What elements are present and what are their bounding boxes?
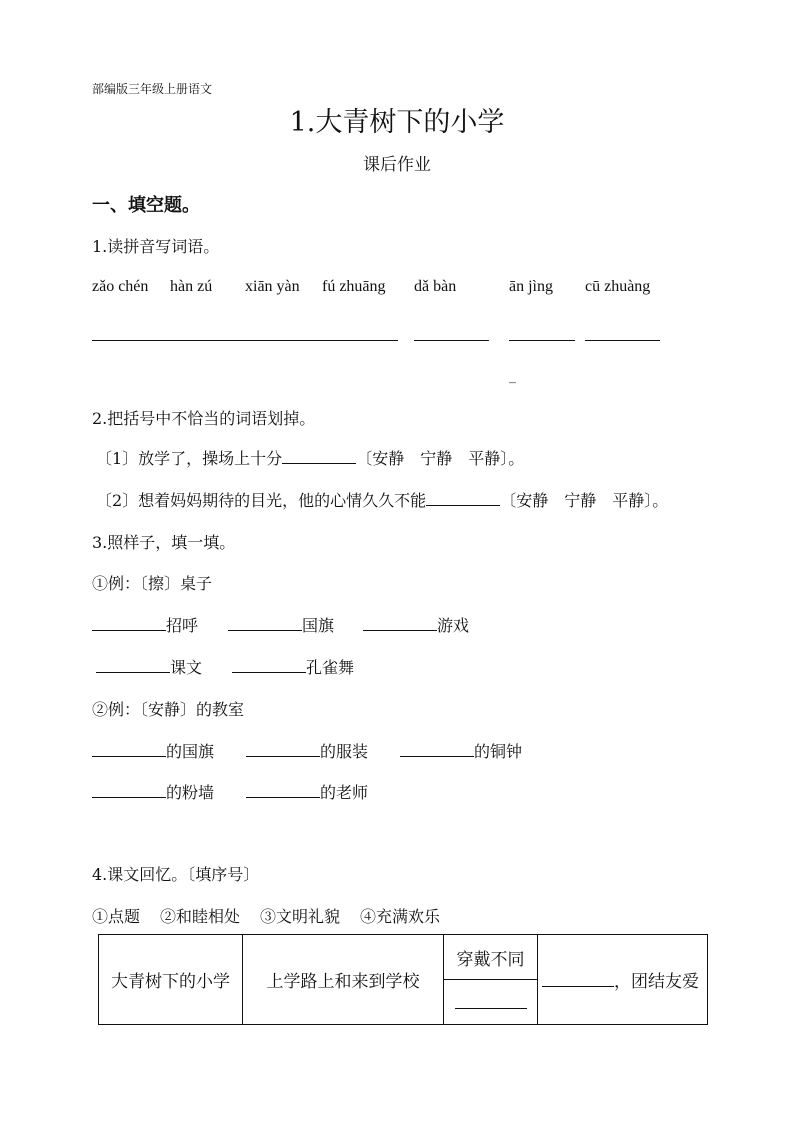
q2-item-1-text: 〔1〕放学了，操场上十分 — [96, 449, 283, 468]
q2-item-1 — [96, 446, 524, 469]
answer-blank[interactable] — [92, 742, 166, 757]
title-cell: 大青树下的小学 — [99, 935, 243, 1025]
q2-item-2-text: 〔2〕想着妈妈期待的目光，他的心情久久不能 — [96, 491, 427, 510]
pinyin-item: cū zhuàng — [585, 278, 651, 295]
q3-fill-word: 游戏 — [437, 616, 470, 635]
answer-blank[interactable] — [426, 491, 500, 506]
answer-blank[interactable] — [542, 972, 614, 987]
pinyin-item: xiān yàn — [245, 278, 300, 295]
q3-fill-word: 的老师 — [320, 783, 369, 802]
answer-line[interactable] — [509, 340, 575, 341]
q4-prompt: 4.课文回忆。〔填序号〕 — [92, 865, 260, 884]
answer-blank[interactable] — [96, 658, 170, 673]
q4-option: ②和睦相处 — [160, 907, 241, 926]
clothes-cell: 穿戴不同 — [444, 935, 538, 980]
answer-blank[interactable] — [92, 783, 166, 798]
unity-text: ，团结友爱 — [614, 972, 699, 992]
q3-fill-item — [92, 613, 198, 636]
q3-fill-word: 国旗 — [302, 616, 335, 635]
q3-example-1: ①例：〔擦〕桌子 — [92, 574, 213, 593]
q3-fill-item — [400, 739, 522, 762]
pinyin-item: hàn zú — [170, 278, 213, 295]
pinyin-item: ān jìng — [509, 278, 553, 295]
q3-fill-word: 的粉墙 — [166, 783, 215, 802]
q2-item-1-options: 〔安静 宁静 平静〕。 — [356, 449, 525, 468]
q3-fill-word: 的服装 — [320, 742, 369, 761]
q4-option: ①点题 — [92, 907, 141, 926]
q3-fill-item — [246, 780, 368, 803]
q2-prompt: 2.把括号中不恰当的词语划掉。 — [92, 409, 316, 428]
page-subtitle: 课后作业 — [363, 155, 431, 175]
q3-fill-word: 孔雀舞 — [306, 658, 355, 677]
answer-line[interactable] — [92, 340, 398, 341]
page-title: 1.大青树下的小学 — [289, 107, 505, 138]
pinyin-item: dǎ bàn — [414, 278, 457, 295]
answer-blank[interactable] — [455, 1008, 527, 1009]
q3-fill-item — [246, 739, 368, 762]
answer-line[interactable] — [414, 340, 489, 341]
section-heading: 一、填空题。 — [92, 195, 200, 216]
stray-mark: _ — [509, 368, 516, 384]
q3-prompt: 3.照样子，填一填。 — [92, 533, 236, 552]
answer-blank[interactable] — [228, 616, 302, 631]
q4-option: ③文明礼貌 — [260, 907, 341, 926]
q3-fill-item — [232, 655, 354, 678]
answer-line[interactable] — [585, 340, 660, 341]
pinyin-item: zǎo chén — [92, 278, 149, 295]
q1-prompt: 1.读拼音写词语。 — [92, 237, 220, 256]
q3-fill-word: 课文 — [170, 658, 203, 677]
q3-example-2: ②例：〔安静〕的教室 — [92, 700, 245, 719]
path-cell: 上学路上和来到学校 — [243, 935, 444, 1025]
answer-blank[interactable] — [400, 742, 474, 757]
answer-blank[interactable] — [363, 616, 437, 631]
q4-options — [92, 904, 440, 927]
q2-item-2-options: 〔安静 宁静 平静〕。 — [500, 491, 669, 510]
grade-label: 部编版三年级上册语文 — [92, 82, 213, 96]
q2-item-2 — [96, 488, 668, 511]
pinyin-item: fú zhuāng — [322, 278, 386, 295]
answer-blank[interactable] — [232, 658, 306, 673]
blank-cell — [444, 980, 538, 1025]
q3-fill-item — [92, 739, 214, 762]
recall-table — [98, 934, 708, 1025]
answer-blank[interactable] — [246, 742, 320, 757]
answer-blank[interactable] — [92, 616, 166, 631]
q3-fill-item — [92, 780, 214, 803]
q3-fill-word: 的铜钟 — [474, 742, 523, 761]
answer-blank[interactable] — [282, 449, 356, 464]
answer-blank[interactable] — [246, 783, 320, 798]
q3-fill-item — [363, 613, 469, 636]
q4-option: ④充满欢乐 — [360, 907, 441, 926]
q3-fill-word: 的国旗 — [166, 742, 215, 761]
q3-fill-word: 招呼 — [166, 616, 199, 635]
unity-cell — [538, 935, 708, 1025]
q3-fill-item — [228, 613, 334, 636]
q3-fill-item — [96, 655, 202, 678]
